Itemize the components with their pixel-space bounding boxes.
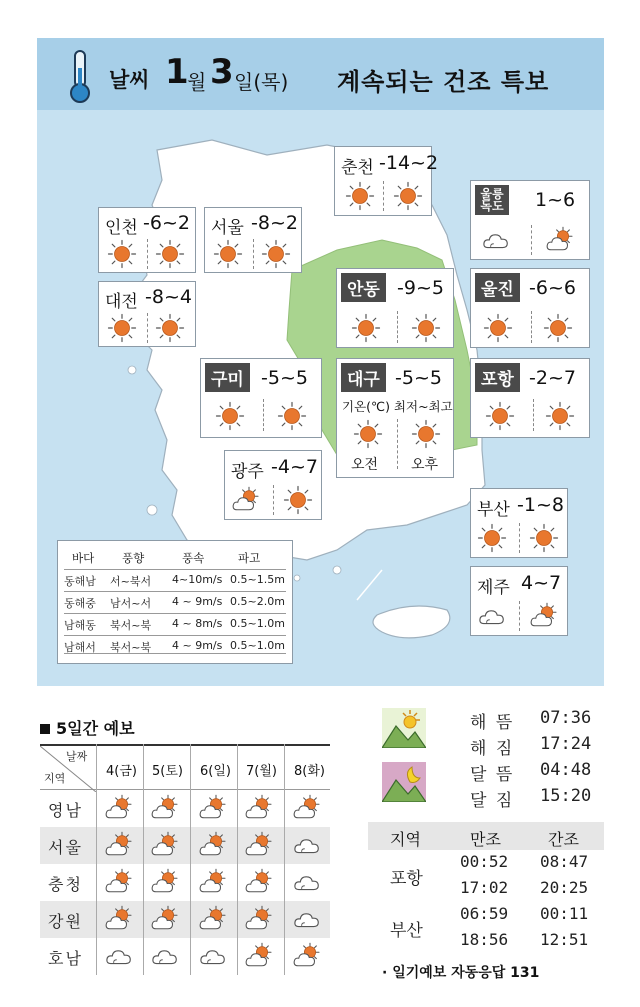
city-name: 안동 [341, 273, 386, 302]
city-name: 춘천 [341, 158, 374, 178]
sea-cell: 0.5~1.0m [230, 617, 285, 630]
moonset-label: 달 짐 [470, 791, 515, 811]
sun-icon [393, 181, 423, 211]
sun-icon [411, 313, 441, 343]
sun-icon [345, 181, 375, 211]
sun-cloud-icon [150, 830, 180, 860]
city-temp: -4~7 [271, 456, 318, 478]
sun-icon [483, 313, 513, 343]
am-label: 오전 [351, 457, 379, 473]
sea-header: 파고 [238, 551, 261, 565]
auto-response-note: · 일기예보 자동응답 131 [382, 965, 540, 981]
city-name: 서울 [211, 218, 244, 238]
separator [383, 181, 384, 211]
sun-icon [277, 401, 307, 431]
cloud-icon [104, 941, 134, 971]
forecast-row-gangwon [40, 901, 330, 938]
tide-low: 12:51 [540, 930, 589, 949]
forecast-title [40, 716, 135, 739]
sun-icon [545, 401, 575, 431]
separator [531, 225, 532, 255]
sea-cell: 동해남 [64, 575, 96, 588]
sea-cell: 남서~서 [110, 597, 152, 610]
separator [253, 239, 254, 269]
sun-icon [155, 313, 185, 343]
separator [533, 399, 534, 431]
sun-cloud-icon [244, 793, 274, 823]
sunrise-time: 07:36 [540, 708, 592, 728]
city-card-gumi [200, 358, 322, 438]
city-card-incheon [98, 207, 196, 273]
city-temp: -1~8 [517, 494, 564, 516]
sun-cloud-icon [292, 793, 322, 823]
tide-low: 00:11 [540, 904, 589, 923]
forecast-region: 강원 [48, 912, 83, 931]
weather-label: 날씨 [109, 68, 150, 92]
sea-boundary-line [357, 570, 382, 600]
sun-cloud-icon [104, 904, 134, 934]
sea-cell: 동해중 [64, 597, 96, 610]
city-name: 제주 [477, 578, 510, 598]
jeju-island [373, 606, 450, 638]
city-name: 부산 [477, 500, 510, 520]
forecast-day: 8(화) [294, 764, 325, 779]
city-card-daejeon [98, 281, 196, 347]
sun-cloud-icon [231, 485, 261, 515]
day-number: 3 [210, 52, 234, 92]
separator [263, 399, 264, 431]
tide-low: 08:47 [540, 852, 589, 871]
sea-cell: 서~북서 [110, 575, 152, 588]
city-name: 인천 [105, 218, 138, 238]
thermometer-icon [65, 48, 95, 104]
city-temp: -14~2 [379, 152, 439, 174]
sea-row [64, 635, 286, 654]
separator [397, 311, 398, 343]
month-unit: 월 [187, 70, 207, 94]
city-temp: -9~5 [397, 277, 444, 299]
sea-row [64, 591, 286, 610]
forecast-row-seoul [40, 827, 330, 864]
sun-icon [485, 401, 515, 431]
sun-cloud-icon [198, 904, 228, 934]
sun-cloud-icon [104, 867, 134, 897]
city-card-pohang [470, 358, 590, 438]
tide-high: 06:59 [460, 904, 509, 923]
sun-icon [543, 313, 573, 343]
sun-cloud-icon [198, 867, 228, 897]
forecast-day: 4(금) [106, 764, 137, 779]
sea-cell: 북서~북 [110, 619, 152, 632]
moonrise-label: 달 뜸 [470, 765, 515, 785]
separator [397, 419, 398, 469]
city-card-chuncheon [334, 146, 439, 216]
sun-icon [353, 419, 383, 449]
tide-high: 17:02 [460, 878, 509, 897]
sun-cloud-icon [198, 830, 228, 860]
city-temp: -8~2 [251, 212, 298, 234]
column-divider [237, 744, 238, 975]
sun-cloud-icon [292, 941, 322, 971]
sun-cloud-icon [545, 225, 575, 255]
sun-icon [283, 485, 313, 515]
city-temp: -2~7 [529, 367, 576, 389]
sun-cloud-icon [198, 793, 228, 823]
sea-conditions-table [57, 540, 293, 664]
moonrise-time: 04:48 [540, 760, 592, 780]
sea-cell: 남해서 [64, 641, 96, 654]
column-divider [190, 744, 191, 975]
tide-region: 부산 [390, 921, 423, 941]
city-card-ulleung [470, 180, 590, 260]
city-card-jeju [470, 566, 568, 636]
forecast-row-honam [40, 938, 330, 975]
sea-cell: 0.5~1.5m [230, 573, 285, 586]
sun-icon [411, 419, 441, 449]
column-divider [96, 744, 97, 975]
forecast-region: 호남 [48, 949, 83, 968]
tide-high: 18:56 [460, 930, 509, 949]
forecast-header [40, 744, 330, 790]
cloud-icon [292, 904, 322, 934]
forecast-region: 충청 [48, 875, 83, 894]
sea-cell: 북서~북 [110, 641, 152, 654]
city-temp: 4~7 [521, 572, 562, 594]
sea-cell: 4 ~ 9m/s [172, 595, 223, 608]
sun-icon [351, 313, 381, 343]
tide-table-header [368, 822, 604, 850]
separator [519, 601, 520, 631]
sun-icon [213, 239, 243, 269]
sea-cell: 0.5~1.0m [230, 639, 285, 652]
sunrise-label: 해 뜸 [470, 713, 515, 733]
moonset-time: 15:20 [540, 786, 592, 806]
sun-cloud-icon [150, 904, 180, 934]
city-card-gwangju [224, 450, 322, 520]
city-name: 울진 [475, 273, 520, 302]
day-unit: 일(목) [234, 70, 289, 94]
month-number: 1 [165, 52, 189, 92]
sun-icon [477, 523, 507, 553]
city-temp: -5~5 [261, 367, 308, 389]
forecast-region: 서울 [48, 838, 83, 857]
tide-header: 지역 [390, 830, 421, 849]
tide-header: 만조 [470, 830, 501, 849]
separator [519, 523, 520, 553]
bullet-square-icon [40, 724, 50, 734]
sun-cloud-icon [104, 830, 134, 860]
sunset-time: 17:24 [540, 734, 592, 754]
headline: 계속되는 건조 특보 [337, 68, 550, 96]
cloud-icon [292, 830, 322, 860]
tide-high: 00:52 [460, 852, 509, 871]
city-temp: -6~2 [143, 212, 190, 234]
corner-date-label: 날짜 [66, 750, 88, 763]
separator [147, 313, 148, 343]
column-divider [284, 744, 285, 975]
sunset-label: 해 짐 [470, 739, 515, 759]
sun-cloud-icon [244, 867, 274, 897]
sun-icon [261, 239, 291, 269]
separator [273, 485, 274, 515]
cloud-icon [481, 225, 511, 255]
sun-icon [107, 313, 137, 343]
city-name: 울릉 독도 [475, 185, 509, 215]
tide-region: 포항 [390, 869, 423, 889]
sunrise-mountain-icon [382, 708, 426, 748]
city-card-seoul [204, 207, 302, 273]
city-card-busan [470, 488, 568, 558]
corner-region-label: 지역 [44, 772, 66, 785]
sun-icon [529, 523, 559, 553]
sea-cell: 4 ~ 9m/s [172, 639, 223, 652]
sun-cloud-icon [150, 867, 180, 897]
sun-icon [215, 401, 245, 431]
forecast-day: 7(월) [246, 764, 277, 779]
sea-header: 풍속 [182, 551, 205, 565]
cloud-icon [292, 867, 322, 897]
city-name: 대구 [341, 363, 386, 392]
moonrise-mountain-icon [382, 762, 426, 802]
pm-label: 오후 [411, 457, 439, 473]
sea-cell: 0.5~2.0m [230, 595, 285, 608]
sun-icon [107, 239, 137, 269]
separator [531, 311, 532, 343]
cloud-icon [477, 601, 507, 631]
city-name: 구미 [205, 363, 250, 392]
sun-icon [155, 239, 185, 269]
city-name: 광주 [231, 462, 264, 482]
forecast-region: 영남 [48, 801, 83, 820]
city-temp: -6~6 [529, 277, 576, 299]
tide-low: 20:25 [540, 878, 589, 897]
sea-row [64, 613, 286, 632]
forecast-row-chungcheong [40, 864, 330, 901]
title-bar [37, 38, 604, 110]
city-temp: -8~4 [145, 286, 192, 308]
tide-header: 간조 [548, 830, 579, 849]
city-card-uljin [470, 268, 590, 348]
sun-cloud-icon [244, 904, 274, 934]
temp-legend: 기온(℃) 최저~최고 [342, 399, 453, 414]
sun-cloud-icon [244, 830, 274, 860]
city-card-daegu [336, 358, 454, 478]
city-name: 대전 [105, 292, 138, 312]
sun-cloud-icon [150, 793, 180, 823]
sun-cloud-icon [244, 941, 274, 971]
separator [147, 239, 148, 269]
sea-cell: 남해동 [64, 619, 96, 632]
forecast-day: 5(토) [152, 764, 183, 779]
city-name: 포항 [475, 363, 520, 392]
forecast-row-yeongnam [40, 790, 330, 827]
sea-row [64, 569, 286, 588]
sea-header: 바다 [72, 551, 95, 565]
cloud-icon [198, 941, 228, 971]
city-temp: -5~5 [395, 367, 442, 389]
city-temp: 1~6 [535, 189, 576, 211]
forecast-day: 6(일) [200, 764, 231, 779]
forecast-title-text: 5일간 예보 [56, 719, 135, 738]
sun-cloud-icon [104, 793, 134, 823]
column-divider [143, 744, 144, 975]
cloud-icon [150, 941, 180, 971]
sun-cloud-icon [529, 601, 559, 631]
sea-cell: 4~10m/s [172, 573, 223, 586]
city-card-andong [336, 268, 454, 348]
sea-header: 풍향 [122, 551, 145, 565]
sea-cell: 4 ~ 8m/s [172, 617, 223, 630]
